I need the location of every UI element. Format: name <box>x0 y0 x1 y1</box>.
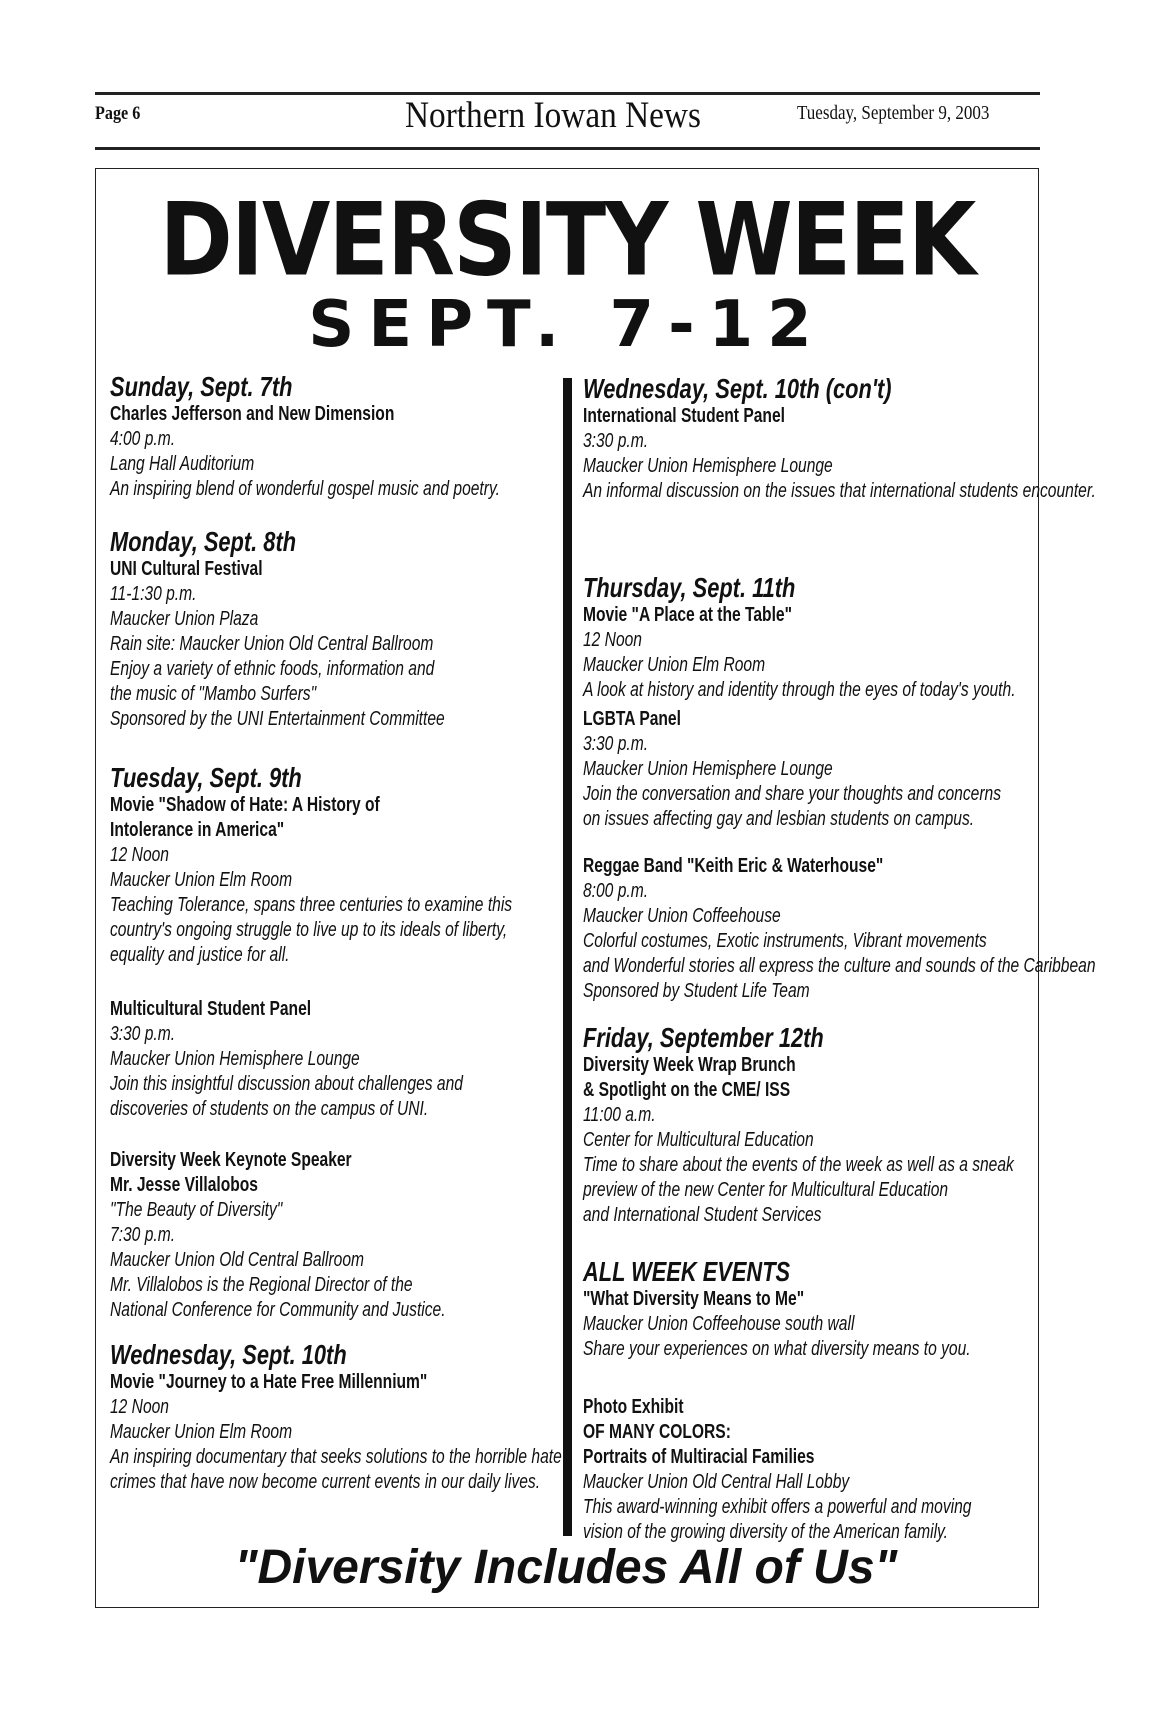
event-detail: 11-1:30 p.m. <box>110 583 197 605</box>
event-detail: vision of the growing diversity of the American family. <box>583 1521 949 1543</box>
day-heading: Monday, Sept. 8th <box>110 526 297 557</box>
event-detail: 3:30 p.m. <box>583 733 649 755</box>
page-number: Page 6 <box>95 103 141 124</box>
event-detail: 7:30 p.m. <box>110 1224 176 1246</box>
event-detail: 3:30 p.m. <box>110 1023 176 1045</box>
event-title: Diversity Week Wrap Brunch <box>583 1054 796 1076</box>
event-title: Mr. Jesse Villalobos <box>110 1174 258 1196</box>
event-detail: preview of the new Center for Multicultural Education <box>583 1179 949 1201</box>
event-block <box>110 527 445 732</box>
event-detail: 12 Noon <box>110 844 169 866</box>
event-block <box>110 1340 562 1495</box>
event-block <box>110 997 463 1122</box>
event-block <box>583 1023 1014 1228</box>
event-detail: Join the conversation and share your thoughts and concerns <box>583 783 1002 805</box>
event-title: Portraits of Multiracial Families <box>583 1446 815 1468</box>
event-detail: Maucker Union Hemisphere Lounge <box>583 455 833 477</box>
issue-date: Tuesday, September 9, 2003 <box>797 102 990 124</box>
day-heading: Thursday, Sept. 11th <box>583 572 796 603</box>
event-title: UNI Cultural Festival <box>110 558 263 580</box>
event-detail: Lang Hall Auditorium <box>110 453 255 475</box>
event-detail: Maucker Union Elm Room <box>583 654 766 676</box>
event-detail: Join this insightful discussion about challenges and <box>110 1073 463 1095</box>
event-detail: An inspiring documentary that seeks solutions to the horrible hate <box>110 1446 562 1468</box>
event-title: LGBTA Panel <box>583 708 681 730</box>
event-detail: 12 Noon <box>583 629 642 651</box>
day-heading: Sunday, Sept. 7th <box>110 371 293 402</box>
event-detail: Share your experiences on what diversity means to you. <box>583 1338 971 1360</box>
event-detail: Maucker Union Coffeehouse south wall <box>583 1313 855 1335</box>
event-detail: crimes that have now become current events in our daily lives. <box>110 1471 541 1493</box>
day-heading: Friday, September 12th <box>583 1022 824 1053</box>
event-detail: the music of "Mambo Surfers" <box>110 683 317 705</box>
event-detail: Maucker Union Elm Room <box>110 1421 293 1443</box>
event-detail: Maucker Union Hemisphere Lounge <box>110 1048 360 1070</box>
event-title: "What Diversity Means to Me" <box>583 1288 805 1310</box>
event-detail: and Wonderful stories all express the culture and sounds of the Caribbean <box>583 955 1096 977</box>
event-detail: 3:30 p.m. <box>583 430 649 452</box>
event-detail: 12 Noon <box>110 1396 169 1418</box>
day-heading: Tuesday, Sept. 9th <box>110 762 302 793</box>
event-detail: 8:00 p.m. <box>583 880 649 902</box>
event-block <box>583 1257 971 1362</box>
banner-title: DIVERSITY WEEK <box>159 181 975 299</box>
newspaper-title: Northern Iowan News <box>405 95 701 136</box>
event-title: Intolerance in America" <box>110 819 285 841</box>
event-detail: Maucker Union Old Central Ballroom <box>110 1249 365 1271</box>
event-detail: Center for Multicultural Education <box>583 1129 814 1151</box>
event-detail: Maucker Union Plaza <box>110 608 259 630</box>
event-detail: 4:00 p.m. <box>110 428 176 450</box>
event-detail: Maucker Union Hemisphere Lounge <box>583 758 833 780</box>
event-title: Diversity Week Keynote Speaker <box>110 1149 352 1171</box>
event-detail: An informal discussion on the issues that international students encounter. <box>583 480 1096 502</box>
event-detail: Maucker Union Old Central Hall Lobby <box>583 1471 850 1493</box>
event-detail: Teaching Tolerance, spans three centuries to examine this <box>110 894 513 916</box>
event-title: Reggae Band "Keith Eric & Waterhouse" <box>583 855 884 877</box>
event-detail: Enjoy a variety of ethnic foods, information and <box>110 658 435 680</box>
event-detail: on issues affecting gay and lesbian students on campus. <box>583 808 975 830</box>
event-detail: Maucker Union Elm Room <box>110 869 293 891</box>
event-detail: Mr. Villalobos is the Regional Director of the <box>110 1274 413 1296</box>
event-detail: 11:00 a.m. <box>583 1104 656 1126</box>
event-detail: country's ongoing struggle to live up to its ideals of liberty, <box>110 919 508 941</box>
event-title: Charles Jefferson and New Dimension <box>110 403 395 425</box>
event-block <box>110 372 500 502</box>
event-block <box>110 1148 446 1323</box>
event-detail: A look at history and identity through the eyes of today's youth. <box>583 679 1016 701</box>
event-detail: National Conference for Community and Justice. <box>110 1299 446 1321</box>
event-title: OF MANY COLORS: <box>583 1421 731 1443</box>
day-heading: Wednesday, Sept. 10th <box>110 1339 347 1370</box>
header-bottom-rule <box>95 147 1040 150</box>
event-detail: "The Beauty of Diversity" <box>110 1199 283 1221</box>
event-block <box>583 1395 971 1545</box>
event-detail: and International Student Services <box>583 1204 822 1226</box>
event-title: & Spotlight on the CME/ ISS <box>583 1079 791 1101</box>
day-heading: Wednesday, Sept. 10th (con't) <box>583 373 892 404</box>
event-detail: Sponsored by Student Life Team <box>583 980 810 1002</box>
event-title: Movie "Shadow of Hate: A History of <box>110 794 380 816</box>
event-block <box>583 854 1096 1004</box>
event-detail: This award-winning exhibit offers a powerful and moving <box>583 1496 972 1518</box>
event-detail: Time to share about the events of the week as well as a sneak <box>583 1154 1014 1176</box>
column-divider <box>563 378 572 1536</box>
event-title: Movie "A Place at the Table" <box>583 604 792 626</box>
event-block <box>110 763 512 968</box>
event-detail: Maucker Union Coffeehouse <box>583 905 781 927</box>
banner-dates: SEPT. 7-12 <box>308 288 826 362</box>
event-title: Photo Exhibit <box>583 1396 684 1418</box>
event-detail: Rain site: Maucker Union Old Central Ballroom <box>110 633 434 655</box>
slogan: "Diversity Includes All of Us" <box>234 1541 898 1594</box>
event-detail: Colorful costumes, Exotic instruments, Vibrant movements <box>583 930 987 952</box>
event-block <box>583 573 1016 703</box>
event-detail: discoveries of students on the campus of UNI. <box>110 1098 429 1120</box>
day-heading: ALL WEEK EVENTS <box>583 1256 791 1287</box>
event-detail: An inspiring blend of wonderful gospel music and poetry. <box>110 478 500 500</box>
event-block <box>583 707 1001 832</box>
event-title: International Student Panel <box>583 405 785 427</box>
event-block <box>583 374 1096 504</box>
event-title: Movie "Journey to a Hate Free Millennium" <box>110 1371 428 1393</box>
event-detail: Sponsored by the UNI Entertainment Committee <box>110 708 445 730</box>
event-title: Multicultural Student Panel <box>110 998 312 1020</box>
event-detail: equality and justice for all. <box>110 944 290 966</box>
